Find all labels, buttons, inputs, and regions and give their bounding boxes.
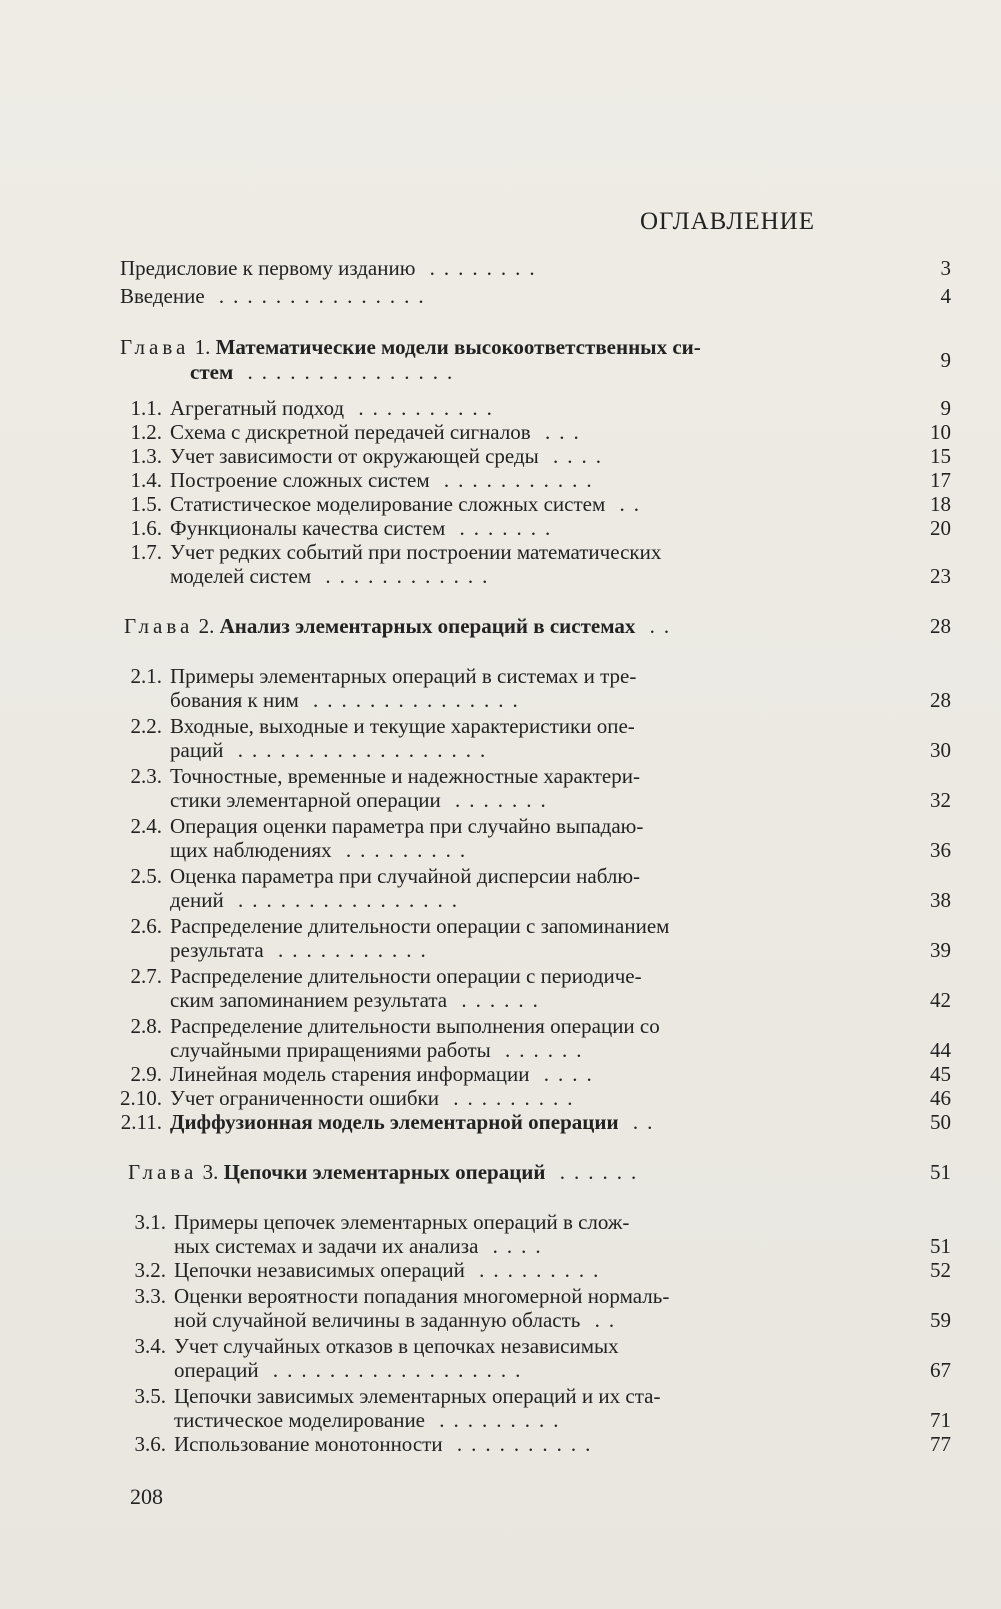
section-number: 1.6. — [130, 516, 162, 540]
section-number: 2.2. — [130, 714, 162, 738]
section-number: 2.5. — [130, 864, 162, 888]
section-title-line1: Цепочки зависимых элементарных операций и их ста- — [174, 1384, 661, 1408]
chapter-title: Цепочки элементарных операций — [223, 1160, 546, 1184]
section-title-line2: щих наблюдениях — [170, 838, 332, 862]
section-number: 3.5. — [134, 1384, 166, 1408]
toc-entry-page: 59 — [930, 1308, 951, 1332]
section-title-line2: бования к ним — [170, 688, 299, 712]
section-title-line2: ной случайной величины в заданную область — [174, 1308, 581, 1332]
section-number: 1.2. — [130, 420, 162, 444]
section-title: Функционалы качества систем — [170, 516, 446, 540]
section-title-line1: Распределение длительности выполнения операции со — [170, 1014, 660, 1038]
toc-entry-page: 9 — [940, 396, 951, 420]
toc-entry-page: 50 — [930, 1110, 951, 1134]
toc-entry-page: 45 — [930, 1062, 951, 1086]
section-title-line2: ским запоминанием результата — [170, 988, 448, 1012]
section-title-line2: стики элементарной операции — [170, 788, 441, 812]
toc-entry-page: 36 — [930, 838, 951, 862]
section-number: 2.3. — [130, 764, 162, 788]
book-page: ОГЛАВЛЕНИЕ Предисловие к первому изданию ........ 3 Введение ............... 4 Глава 1. Математические модели высокоответственных си- стем ............... 9 1.1. Агрегатный подход .......... 9 1.2. Схема с дискретной передачей сигналов ... 10 1.3. Учет зависимости от окружающей среды .... 15 1.4. Построение сложных систем ........... 17 1.5. Статистическое моделирование сложных систем .. 18 1.6. Функционалы качества систем ....... 20 1.7. Учет редких событий при построении математических моделей систем ............ 23 Глава 2. Анализ элементарных операций в системах .. 28 2.1. Примеры элементарных операций в системах и тре- бования к ним ............... 28 2.2. Входные, выходные и текущие характеристики опе- раций .................. 30 2.3. Точностные, временные и надежностные характери- стики элементарной операции ....... 32 2.4. Операция оценки параметра при случайно выпадаю- щих наблюдениях ......... 36 2.5. Оценка параметра при случайной дисперсии наблю- дений ................ 38 2.6. Распределение длительности операции с запоминанием результата ........... 39 2.7. Распределение длительности операции с периодиче- ским запоминанием результата ...... 42 2.8. Распределение длительности выполнения операции со случайными приращениями работы ...... 44 2.9. Линейная модель старения информации .... 45 2.10. Учет ограниченности ошибки ......... 46 2.11. Диффузионная модель элементарной операции .. 50 Глава 3. Цепочки элементарных операций ...... 51 3.1. Примеры цепочек элементарных операций в слож- ных системах и задачи их анализа .... 51 3.2. Цепочки независимых операций ......... 52 3.3. Оценки вероятности попадания многомерной нормаль- ной случайной величины в заданную область .. 59 3.4. Учет случайных отказов в цепочках независимых операций .................. 67 3.5. Цепочки зависимых элементарных операций и их ста- тистическое моделирование ......... 71 3.6. Использование монотонности .......... 77 208 — [0, 0, 1001, 1609]
toc-entry-page: 32 — [930, 788, 951, 812]
toc-entry-page: 39 — [930, 938, 951, 962]
toc-entry-page: 38 — [930, 888, 951, 912]
section-title: Диффузионная модель элементарной операции — [170, 1110, 619, 1134]
chapter-prefix: Глава — [124, 614, 194, 638]
section-title: Статистическое моделирование сложных систем — [170, 492, 606, 516]
section-title-line2: ных системах и задачи их анализа — [174, 1234, 479, 1258]
toc-entry-page: 77 — [930, 1432, 951, 1456]
toc-entry-page: 17 — [930, 468, 951, 492]
section-number: 3.3. — [134, 1284, 166, 1308]
section-number: 1.4. — [130, 468, 162, 492]
section-title-line2: тистическое моделирование — [174, 1408, 426, 1432]
toc-entry-page: 46 — [930, 1086, 951, 1110]
section-number: 3.4. — [134, 1334, 166, 1358]
section-title-line1: Примеры элементарных операций в системах и тре- — [170, 664, 637, 688]
section-number: 2.10. — [120, 1086, 162, 1110]
section-number: 1.5. — [130, 492, 162, 516]
toc-entry-page: 71 — [930, 1408, 951, 1432]
chapter-number: 3. — [202, 1160, 219, 1184]
section-title-line1: Оценка параметра при случайной дисперсии наблю- — [170, 864, 641, 888]
toc-entry-page: 28 — [930, 614, 951, 638]
toc-entry-page: 30 — [930, 738, 951, 762]
page-number: 208 — [130, 1484, 163, 1509]
toc-entry-page: 3 — [940, 256, 951, 280]
toc-entry-title: Введение — [120, 284, 205, 308]
section-title-line1: Распределение длительности операции с периодиче- — [170, 964, 642, 988]
section-title-line1: Оценки вероятности попадания многомерной нормаль- — [174, 1284, 670, 1308]
chapter-title: Анализ элементарных операций в системах — [219, 614, 636, 638]
section-title-line1: Точностные, временные и надежностные характери- — [170, 764, 640, 788]
section-number: 2.8. — [130, 1014, 162, 1038]
section-title-line2: результата — [170, 938, 264, 962]
toc-entry-page: 10 — [930, 420, 951, 444]
section-title-line1: Примеры цепочек элементарных операций в слож- — [174, 1210, 630, 1234]
section-title: Построение сложных систем — [170, 468, 430, 492]
chapter-prefix: Глава — [128, 1160, 198, 1184]
section-number: 1.3. — [130, 444, 162, 468]
toc-entry-page: 20 — [930, 516, 951, 540]
section-title-line1: Учет случайных отказов в цепочках независимых — [174, 1334, 619, 1358]
section-title: Линейная модель старения информации — [170, 1062, 530, 1086]
section-title-line1: Входные, выходные и текущие характеристики опе- — [170, 714, 635, 738]
toc-entry-page: 9 — [940, 348, 951, 372]
section-title-line1: Операция оценки параметра при случайно выпадаю- — [170, 814, 644, 838]
section-title: Учет зависимости от окружающей среды — [170, 444, 539, 468]
toc-entry-page: 28 — [930, 688, 951, 712]
chapter-number: 1. — [194, 335, 211, 359]
chapter-title-line2: стем — [190, 360, 234, 384]
section-title: Цепочки независимых операций — [174, 1258, 465, 1282]
section-title: Учет ограниченности ошибки — [170, 1086, 439, 1110]
section-number: 2.4. — [130, 814, 162, 838]
toc-entry-page: 44 — [930, 1038, 951, 1062]
section-title: Схема с дискретной передачей сигналов — [170, 420, 531, 444]
toc-entry-page: 51 — [930, 1234, 951, 1258]
section-title-line2: моделей систем — [170, 564, 312, 588]
chapter-prefix: Глава — [120, 335, 190, 359]
section-title: Агрегатный подход — [170, 396, 345, 420]
section-number: 2.1. — [130, 664, 162, 688]
section-number: 2.11. — [120, 1110, 162, 1134]
section-title-line2: раций — [170, 738, 224, 762]
section-number: 2.7. — [130, 964, 162, 988]
section-number: 2.9. — [130, 1062, 162, 1086]
toc-entry-page: 15 — [930, 444, 951, 468]
toc-entry-page: 4 — [940, 284, 951, 308]
toc-entry-page: 67 — [930, 1358, 951, 1382]
section-title-line2: дений — [170, 888, 224, 912]
toc-entry-page: 42 — [930, 988, 951, 1012]
toc-entry-page: 18 — [930, 492, 951, 516]
toc-entry-page: 23 — [930, 564, 951, 588]
section-number: 2.6. — [130, 914, 162, 938]
page-title: ОГЛАВЛЕНИЕ — [640, 208, 815, 235]
toc-entry-page: 52 — [930, 1258, 951, 1282]
toc-entry-page: 51 — [930, 1160, 951, 1184]
section-title-line2: операций — [174, 1358, 259, 1382]
section-title-line2: случайными приращениями работы — [170, 1038, 491, 1062]
section-number: 1.1. — [130, 396, 162, 420]
section-title-line1: Распределение длительности операции с запоминанием — [170, 914, 670, 938]
section-title: Использование монотонности — [174, 1432, 443, 1456]
section-number: 1.7. — [130, 540, 162, 564]
toc-entry-title: Предисловие к первому изданию — [120, 256, 416, 280]
chapter-number: 2. — [198, 614, 215, 638]
section-number: 3.2. — [134, 1258, 166, 1282]
section-number: 3.1. — [134, 1210, 166, 1234]
chapter-title-line1: Математические модели высокоответственных си- — [215, 335, 701, 359]
section-title-line1: Учет редких событий при построении математических — [170, 540, 662, 564]
section-number: 3.6. — [134, 1432, 166, 1456]
